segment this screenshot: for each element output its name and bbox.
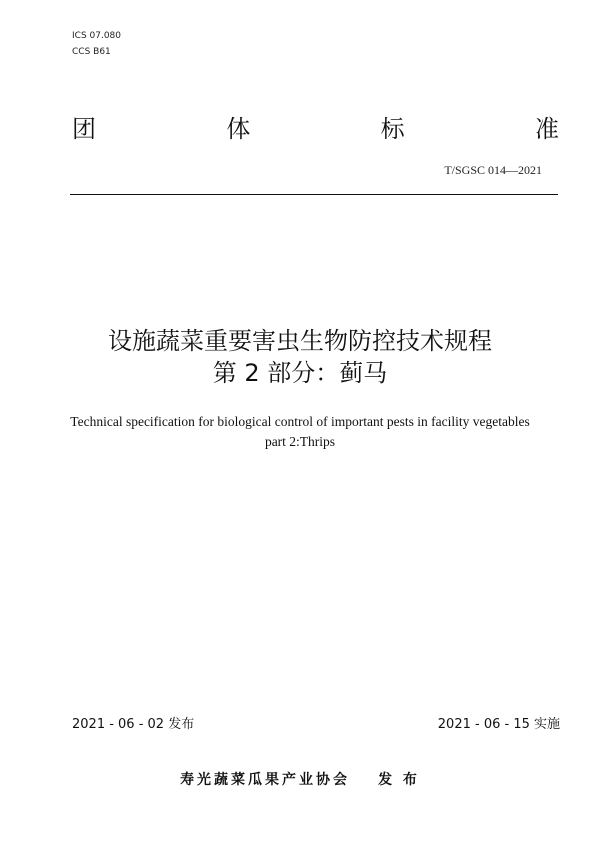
standard-type-char: 体: [226, 115, 251, 143]
publisher-name: 寿光蔬菜瓜果产业协会: [180, 772, 351, 788]
ics-code: ICS 07.080: [72, 31, 122, 41]
standard-type-char: 准: [534, 115, 559, 143]
standard-type-char: 团: [72, 115, 96, 143]
header-divider: [70, 194, 558, 195]
ccs-code: CCS B61: [72, 47, 111, 57]
title-english-line1: Technical specification for biological control of important pests in facility vegetables: [70, 414, 530, 429]
title-chinese-line1: 设施蔬菜重要害虫生物防控技术规程: [108, 327, 492, 355]
standard-type-char: 标: [380, 115, 405, 143]
standard-number: T/SGSC 014—2021: [444, 163, 542, 177]
classification-codes: [72, 28, 121, 60]
publisher-line: [0, 770, 600, 790]
implementation-date: 2021 - 06 - 15 实施: [437, 717, 560, 732]
title-chinese-line2: 第 2 部分：蓟马: [212, 359, 388, 387]
title-english-line2: part 2:Thrips: [264, 434, 336, 449]
publisher-action: 发 布: [378, 772, 420, 788]
issue-date: 2021 - 06 - 02 发布: [72, 717, 195, 732]
standard-type-heading: [72, 113, 559, 145]
